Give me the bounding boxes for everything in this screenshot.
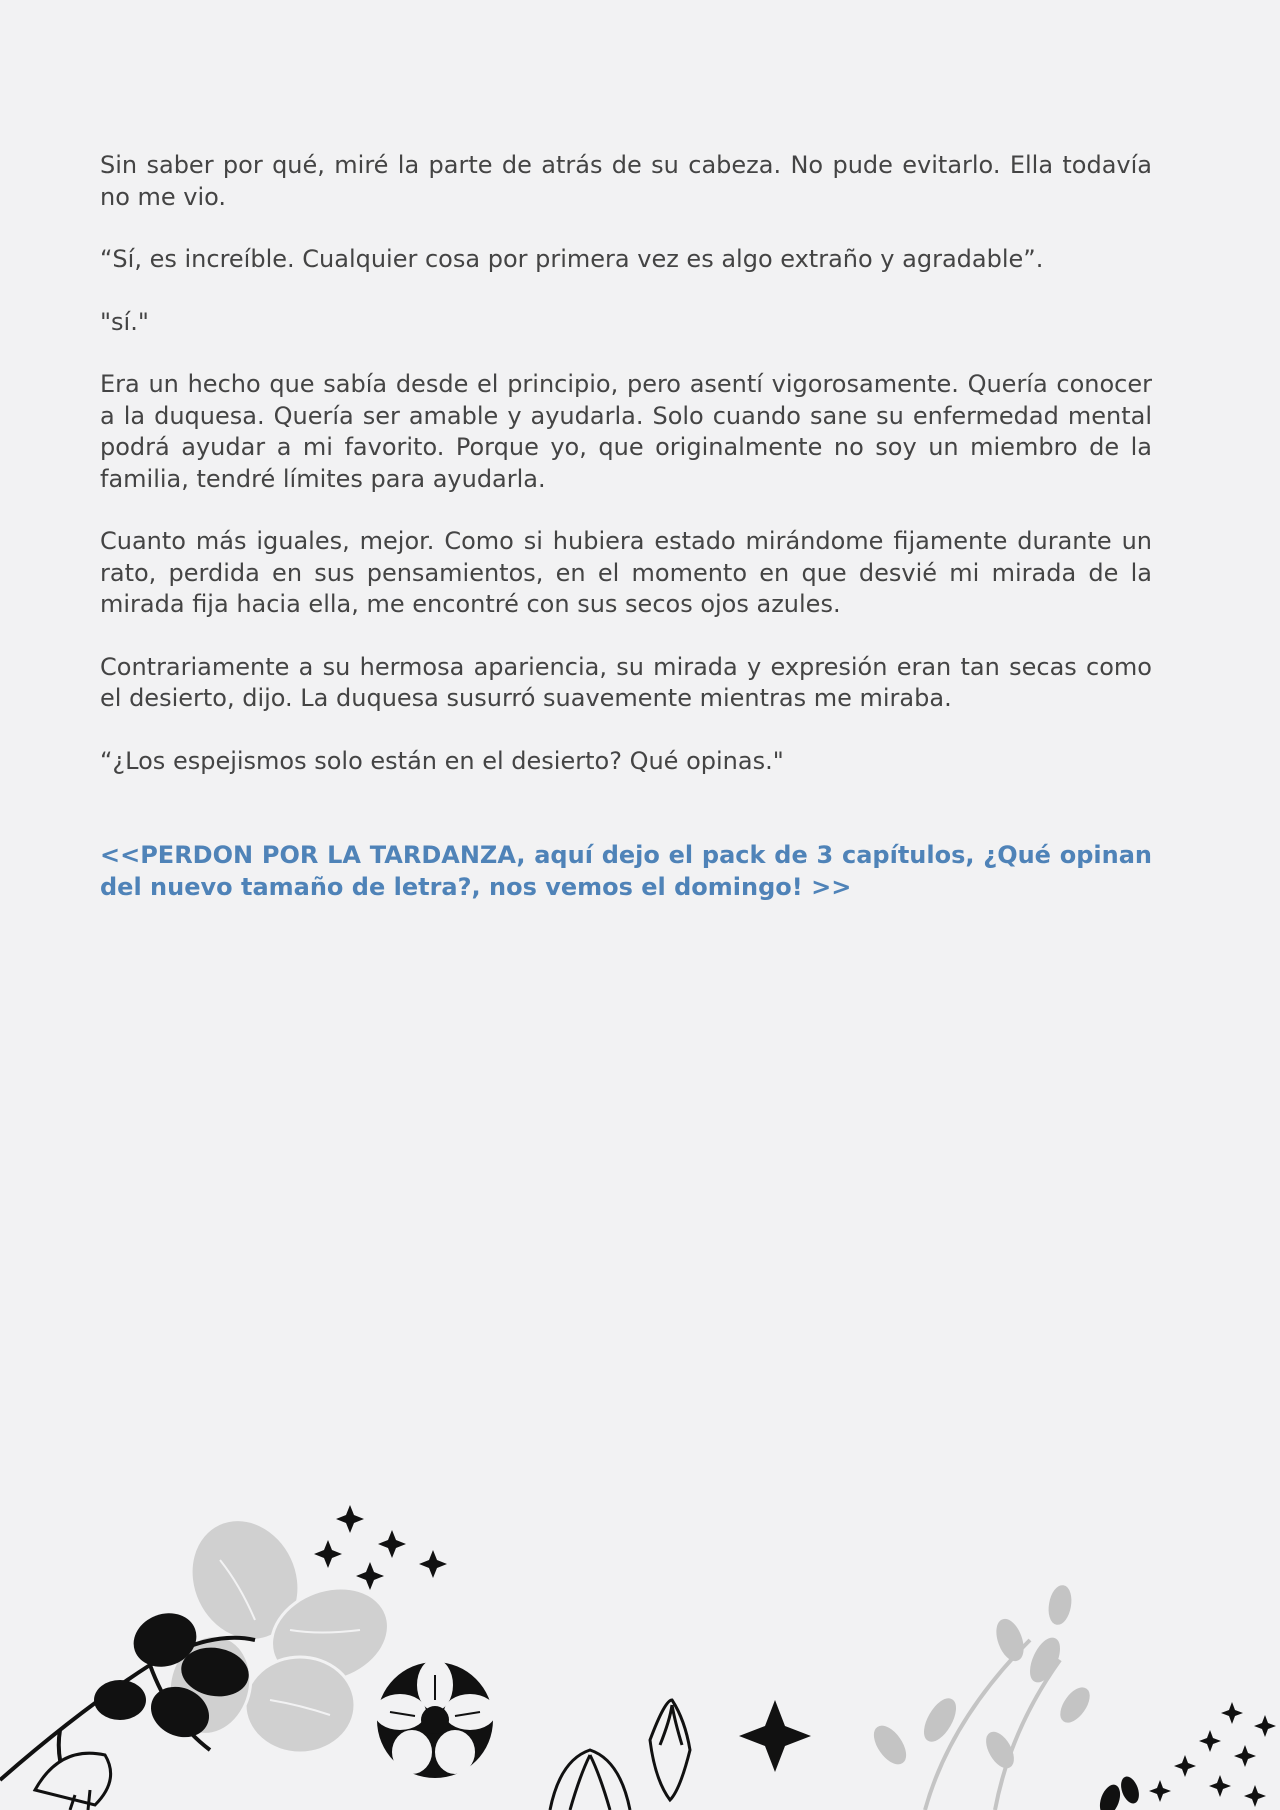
sparkle-stars <box>314 1505 447 1590</box>
paragraph: "sí." <box>100 307 149 336</box>
paragraph: Cuanto más iguales, mejor. Como si hubiera estado mirándome fijamente durante un rato, perdida en sus pensamientos, en el momento en que desvié mi mirada de la mirada fija hacia ella, me encontré con sus secos ojos azules. <box>100 527 1152 618</box>
dark-leaves <box>1096 1774 1142 1810</box>
paragraph: Sin saber por qué, miré la parte de atrás de su cabeza. No pude evitarlo. Ella todavía no me vio. <box>100 151 1152 211</box>
chapter-text <box>100 150 1152 934</box>
bell-flower <box>35 1753 111 1810</box>
paragraph: Era un hecho que sabía desde el principio, pero asentí vigorosamente. Quería conocer a la duquesa. Quería ser amable y ayudarla. Solo cuando sane su enfermedad mental podrá ayudar a mi favorito. Porque yo, que originalmente no soy un miembro de la familia, tendré límites para ayudarla. <box>100 370 1152 493</box>
black-star <box>739 1700 811 1772</box>
translator-note: <<PERDON POR LA TARDANZA, aquí dejo el pack de 3 capítulos, ¿Qué opinan del nuevo tamaño de letra?, nos vemos el domingo! >> <box>100 841 1152 901</box>
grey-sprigs <box>870 1586 1092 1810</box>
floral-border-illustration <box>0 1490 1280 1810</box>
paragraph: “¿Los espejismos solo están en el desierto? Qué opinas." <box>100 746 784 775</box>
paragraph: Contrariamente a su hermosa apariencia, su mirada y expresión eran tan secas como el desierto, dijo. La duquesa susurró suavemente mientras me miraba. <box>100 652 1152 712</box>
paragraph: “Sí, es increíble. Cualquier cosa por primera vez es algo extraño y agradable”. <box>100 245 1044 273</box>
small-black-stars <box>1149 1702 1276 1807</box>
round-flower <box>374 1659 496 1778</box>
seed-pods <box>550 1700 690 1810</box>
